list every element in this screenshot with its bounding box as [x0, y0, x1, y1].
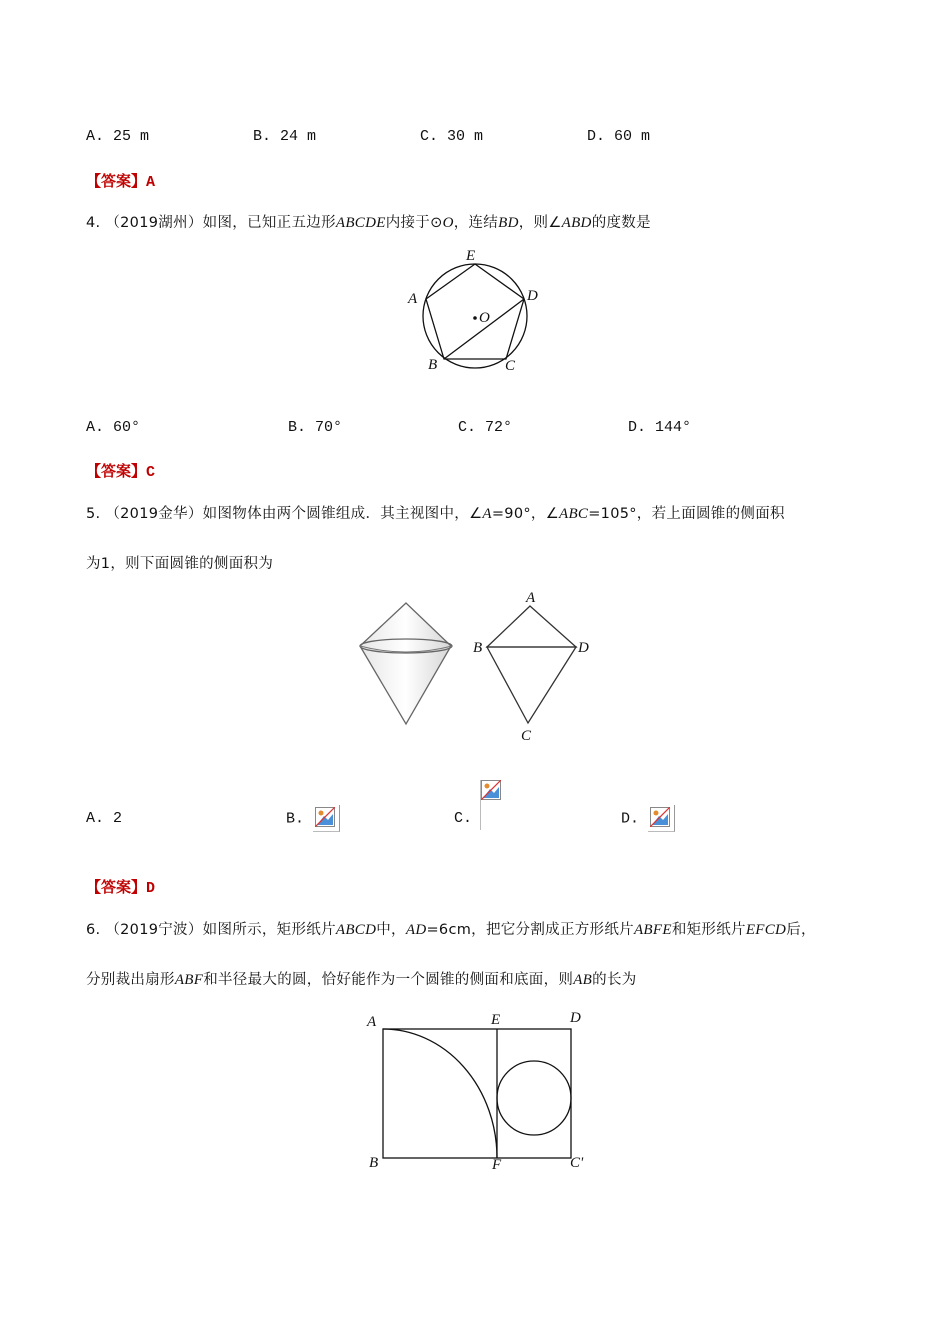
broken-image-icon [313, 805, 340, 832]
question-text: 内接于⊙ [385, 215, 443, 231]
q6-rectangle-figure [360, 1005, 600, 1180]
broken-image-icon [648, 805, 675, 832]
q5-option-d [621, 805, 675, 832]
sector-arc [383, 1029, 497, 1158]
question-source: （2019金华） [105, 506, 203, 522]
label-c: C' [570, 1155, 584, 1171]
label-d: D [570, 1010, 581, 1026]
math-var: ABF [174, 972, 204, 988]
question-source: （2019湖州） [105, 215, 203, 231]
question-text: =6cm，把它分割成正方形纸片 [426, 922, 634, 938]
center-point [473, 316, 477, 320]
option-letter: B. [286, 810, 305, 828]
question-text: 的度数是 [591, 215, 651, 231]
label-f: F [492, 1157, 502, 1173]
answer-label: 【答案】 [86, 462, 147, 480]
pentagon [426, 264, 524, 359]
q4-option-c: C. 72° [458, 419, 513, 436]
q3-option-a: A. 25 m [86, 128, 150, 145]
q6-question-line1 [86, 918, 816, 939]
question-number: 6. [86, 922, 101, 938]
math-var: ABCDE [335, 215, 386, 231]
label-o: O [479, 310, 490, 326]
answer-label: 【答案】 [86, 172, 147, 190]
question-source: （2019宁波） [105, 922, 203, 938]
question-text: 和半径最大的圆，恰好能作为一个圆锥的侧面和底面，则 [203, 972, 574, 988]
broken-image-icon [481, 780, 501, 800]
q4-option-b: B. 70° [288, 419, 343, 436]
label-a: A [408, 291, 418, 307]
q5-option-b [286, 805, 340, 832]
label-e: E [491, 1012, 501, 1028]
question-number: 4. [86, 215, 101, 231]
q5-double-cone-figure [352, 598, 462, 730]
math-var: AD [405, 922, 427, 938]
question-text: 和矩形纸片 [671, 922, 746, 938]
answer-value: A [146, 174, 156, 191]
label-a: A [526, 590, 536, 606]
question-text: =105°，若上面圆锥的侧面积 [588, 506, 785, 522]
option-letter: D. [621, 810, 640, 828]
math-var: BD [498, 215, 519, 231]
question-text: 后， [786, 922, 816, 938]
q5-question-line1 [86, 502, 785, 523]
math-var: ABCD [335, 922, 377, 938]
question-text: =90°，∠ [491, 506, 559, 522]
q3-option-c: C. 30 m [420, 128, 484, 145]
question-text: 中， [376, 922, 406, 938]
q5-option-c [454, 810, 472, 827]
segment-bd [444, 299, 524, 359]
question-text: ，连结 [453, 215, 499, 231]
broken-image-frame [480, 780, 503, 830]
q5-option-a: A. 2 [86, 810, 123, 827]
label-c: C [505, 358, 516, 374]
label-d: D [527, 288, 538, 304]
q5-question-line2: 为1，则下面圆锥的侧面积为 [86, 556, 274, 572]
answer-value: D [146, 880, 156, 897]
option-letter: C. [454, 810, 473, 827]
label-e: E [466, 248, 476, 264]
label-d: D [578, 640, 589, 656]
math-var: ABC [559, 506, 589, 522]
q4-answer [86, 460, 155, 481]
question-text: 分别裁出扇形 [86, 972, 175, 988]
question-text: 的长为 [592, 972, 637, 988]
cone-outline [360, 603, 451, 724]
math-var: AB [573, 972, 593, 988]
inscribed-circle [497, 1061, 571, 1135]
question-number: 5. [86, 506, 101, 522]
q5-answer [86, 876, 155, 897]
q3-answer [86, 170, 155, 191]
q4-option-a: A. 60° [86, 419, 141, 436]
upper-triangle [487, 606, 576, 647]
math-var: ABFE [633, 922, 672, 938]
answer-label: 【答案】 [86, 878, 147, 896]
label-b: B [473, 640, 483, 656]
lower-triangle [487, 647, 576, 723]
circumcircle [423, 264, 527, 368]
question-text: 如图物体由两个圆锥组成．其主视图中，∠ [202, 506, 483, 522]
math-var: O [442, 215, 454, 231]
question-text: ，则∠ [518, 215, 562, 231]
math-var: EFCD [745, 922, 787, 938]
rectangle-abcd [383, 1029, 571, 1158]
q5-main-view-figure [470, 588, 600, 748]
math-var: A [482, 506, 492, 522]
label-b: B [369, 1155, 379, 1171]
answer-value: C [146, 464, 156, 481]
label-c: C [521, 728, 532, 744]
math-var: ABD [561, 215, 592, 231]
q6-question-line2 [86, 968, 637, 989]
q3-option-b: B. 24 m [253, 128, 317, 145]
label-b: B [428, 357, 438, 373]
q4-option-d: D. 144° [628, 419, 692, 436]
question-text: 如图所示，矩形纸片 [202, 922, 336, 938]
question-text: 如图，已知正五边形 [202, 215, 336, 231]
q3-option-d: D. 60 m [587, 128, 651, 145]
label-a: A [367, 1014, 377, 1030]
q4-question [86, 211, 651, 232]
q4-pentagon-figure [400, 240, 550, 380]
